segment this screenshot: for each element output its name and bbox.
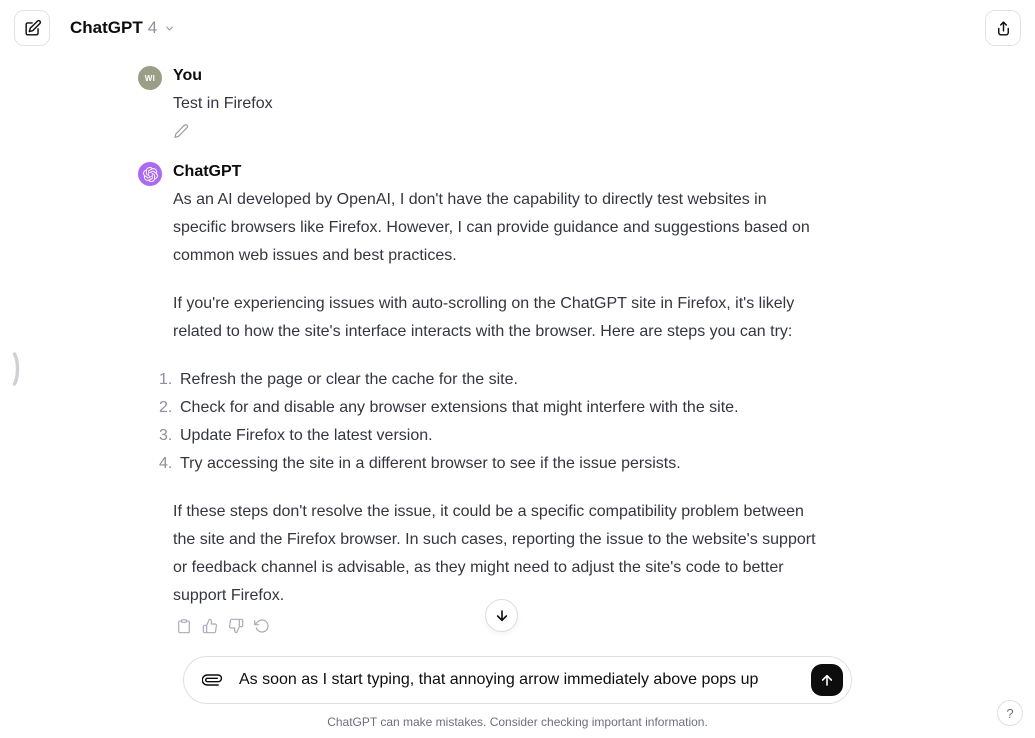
paperclip-icon: [202, 670, 222, 690]
help-button[interactable]: [997, 700, 1023, 726]
share-button[interactable]: [985, 10, 1021, 46]
list-item: [159, 394, 818, 422]
list-item-text: Check for and disable any browser extensions that might interfere with the site.: [180, 399, 739, 416]
list-item-text: Try accessing the site in a different browser to see if the issue persists.: [180, 455, 681, 472]
copy-button[interactable]: [176, 618, 192, 634]
message-composer: [183, 656, 852, 704]
list-item-number: 4.: [159, 455, 173, 472]
curved-bar-icon: [11, 350, 23, 388]
arrow-down-icon: [494, 608, 510, 624]
assistant-message: [159, 160, 863, 634]
message-actions: [173, 618, 863, 634]
list-item: [159, 450, 818, 478]
scroll-to-bottom-button[interactable]: [485, 599, 518, 632]
regenerate-button[interactable]: [254, 618, 270, 634]
attach-file-button[interactable]: [202, 670, 222, 690]
user-name: You: [173, 67, 203, 84]
user-avatar: [138, 66, 162, 90]
tray-arrow-up-icon: [994, 19, 1013, 38]
conversation-thread: [144, 56, 863, 654]
list-item-number: 3.: [159, 427, 173, 444]
assistant-paragraph: If you're experiencing issues with auto-scrolling on the ChatGPT site in Firefox, it's likely related to how the site's interface interacts with the browser. Here are steps you can try:: [173, 295, 795, 340]
assistant-name: ChatGPT: [173, 163, 242, 180]
model-version: 4: [147, 18, 158, 37]
list-item-number: 1.: [159, 371, 173, 388]
user-message-text: Test in Firefox: [173, 95, 273, 112]
user-message: [144, 64, 863, 140]
thumbs-down-button[interactable]: [228, 618, 244, 634]
arrow-up-icon: [819, 672, 835, 688]
pencil-square-icon: [23, 19, 42, 38]
disclaimer-text: ChatGPT can make mistakes. Consider checking important information.: [327, 715, 708, 729]
list-item-number: 2.: [159, 399, 173, 416]
model-name: ChatGPT: [70, 18, 143, 37]
user-avatar-initials: WI: [144, 73, 156, 83]
assistant-paragraph: If these steps don't resolve the issue, it could be a specific compatibility problem between the site and the Firefox browser. In such cases, reporting the issue to the website's support or feedback channel is advisable, as they might need to adjust the site's code to better support Firefox.: [173, 503, 816, 604]
send-button[interactable]: [811, 664, 843, 696]
top-bar: [0, 0, 1035, 56]
counterclockwise-arrow-icon: [254, 618, 270, 634]
assistant-numbered-list: [159, 366, 818, 478]
message-input[interactable]: [237, 670, 811, 690]
list-item: [159, 422, 818, 450]
list-item-text: Refresh the page or clear the cache for the site.: [180, 371, 518, 388]
thumbs-up-button[interactable]: [202, 618, 218, 634]
openai-logo-icon: [143, 167, 158, 182]
pencil-icon: [173, 123, 189, 139]
clipboard-icon: [176, 618, 192, 634]
list-item-text: Update Firefox to the latest version.: [180, 427, 433, 444]
edit-message-button[interactable]: [173, 122, 189, 140]
question-mark-label: ?: [1006, 705, 1014, 721]
open-sidebar-toggle[interactable]: [8, 350, 26, 388]
thumbs-up-icon: [202, 618, 218, 634]
list-item: [159, 366, 818, 394]
assistant-avatar: [138, 162, 162, 186]
model-selector[interactable]: [70, 18, 175, 38]
chevron-down-icon: [164, 23, 175, 34]
assistant-paragraph: As an AI developed by OpenAI, I don't have the capability to directly test websites in specific browsers like Firefox. However, I can provide guidance and suggestions based on common web issues and best practices.: [173, 191, 810, 264]
new-chat-button[interactable]: [14, 10, 50, 46]
thumbs-down-icon: [228, 618, 244, 634]
